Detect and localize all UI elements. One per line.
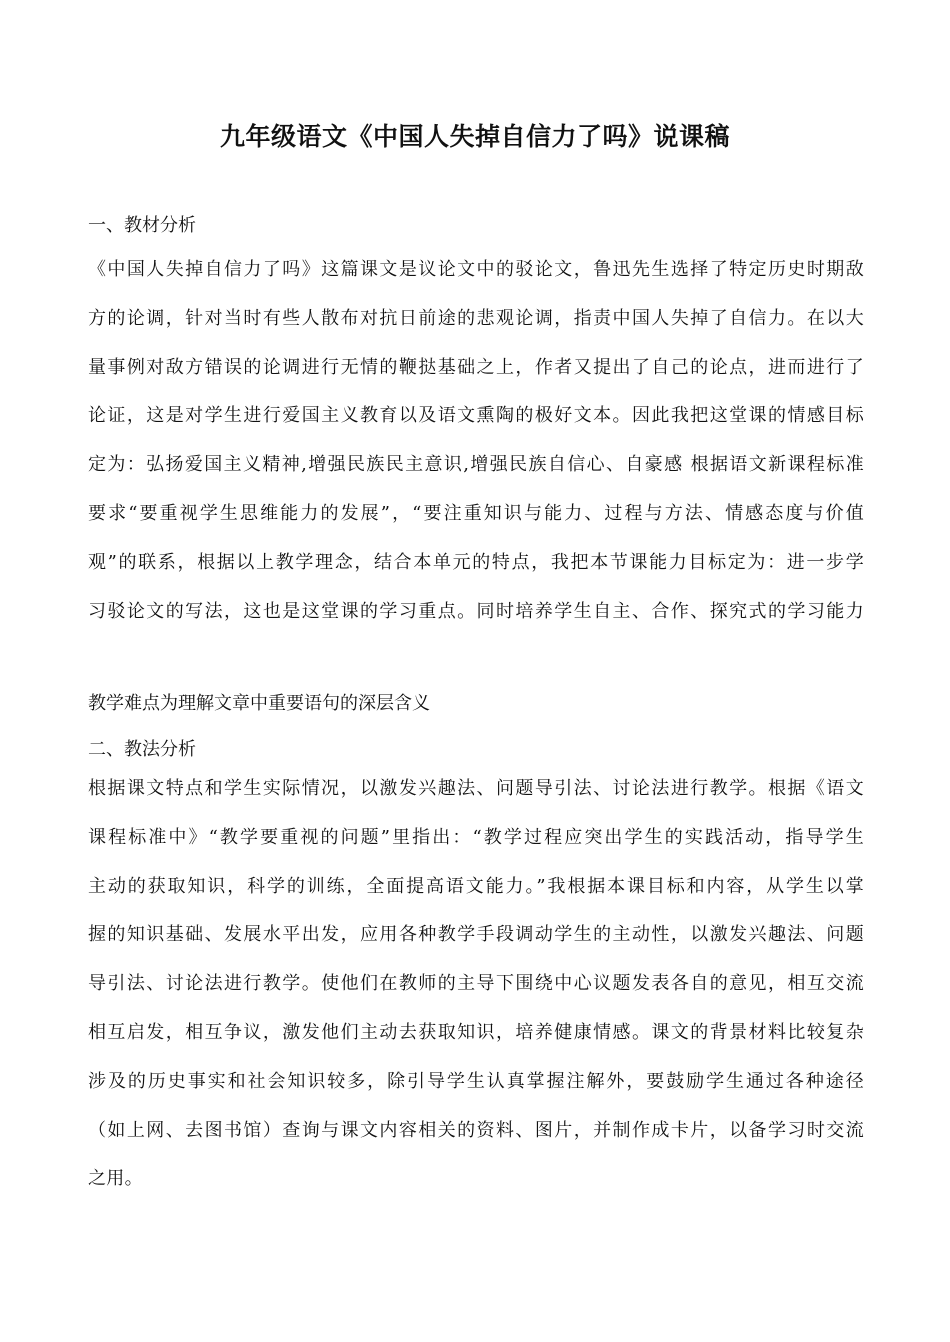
paragraph-line: 主动的获取知识，科学的训练，全面提高语文能力。”我根据本课目标和内容，从学生以掌 <box>88 875 864 897</box>
paragraph-line: 相互启发，相互争议，激发他们主动去获取知识，培养健康情感。课文的背景材料比较复杂 <box>88 1021 864 1043</box>
paragraph-line: 习驳论文的写法，这也是这堂课的学习重点。同时培养学生自主、合作、探究式的学习能力 <box>88 600 864 622</box>
paragraph-line: 握的知识基础、发展水平出发，应用各种教学手段调动学生的主动性，以激发兴趣法、问题 <box>88 924 864 946</box>
paragraph-line: （如上网、去图书馆）查询与课文内容相关的资料、图片，并制作成卡片，以备学习时交流 <box>88 1119 864 1141</box>
paragraph-line: 论证，这是对学生进行爱国主义教育以及语文熏陶的极好文本。因此我把这堂课的情感目标 <box>88 405 864 427</box>
paragraph-line: 之用。 <box>88 1168 143 1190</box>
paragraph-line: 根据课文特点和学生实际情况，以激发兴趣法、问题导引法、讨论法进行教学。根据《语文 <box>88 778 864 799</box>
paragraph-textbook-analysis <box>88 246 864 636</box>
paragraph-line: 量事例对敌方错误的论调进行无情的鞭挞基础之上，作者又提出了自己的论点，进而进行了 <box>88 356 864 378</box>
section-heading-teaching-method: 二、教法分析 <box>88 739 196 760</box>
page-title: 九年级语文《中国人失掉自信力了吗》说课稿 <box>219 122 730 151</box>
paragraph-line: 导引法、讨论法进行教学。使他们在教师的主导下围绕中心议题发表各自的意见，相互交流 <box>88 973 864 995</box>
section-heading-textbook-analysis: 一、教材分析 <box>88 215 196 236</box>
teaching-difficulty-text: 教学难点为理解文章中重要语句的深层含义 <box>88 693 430 714</box>
paragraph-line: 涉及的历史事实和社会知识较多，除引导学生认真掌握注解外，要鼓励学生通过各种途径 <box>88 1070 864 1092</box>
paragraph-line: 观”的联系，根据以上教学理念，结合本单元的特点，我把本节课能力目标定为：进一步学 <box>88 551 864 573</box>
paragraph-line: 《中国人失掉自信力了吗》这篇课文是议论文中的驳论文，鲁迅先生选择了特定历史时期敌 <box>88 259 864 280</box>
paragraph-teaching-method <box>88 765 864 1204</box>
paragraph-line: 定为：弘扬爱国主义精神,增强民族民主意识,增强民族自信心、自豪感 根据语文新课程标准 <box>88 454 864 476</box>
paragraph-line: 课程标准中》“教学要重视的问题”里指出：“教学过程应突出学生的实践活动，指导学生 <box>88 826 864 848</box>
paragraph-line: 要求“要重视学生思维能力的发展”，“要注重知识与能力、过程与方法、情感态度与价值 <box>88 502 864 524</box>
paragraph-line: 方的论调，针对当时有些人散布对抗日前途的悲观论调，指责中国人失掉了自信力。在以大 <box>88 307 864 329</box>
